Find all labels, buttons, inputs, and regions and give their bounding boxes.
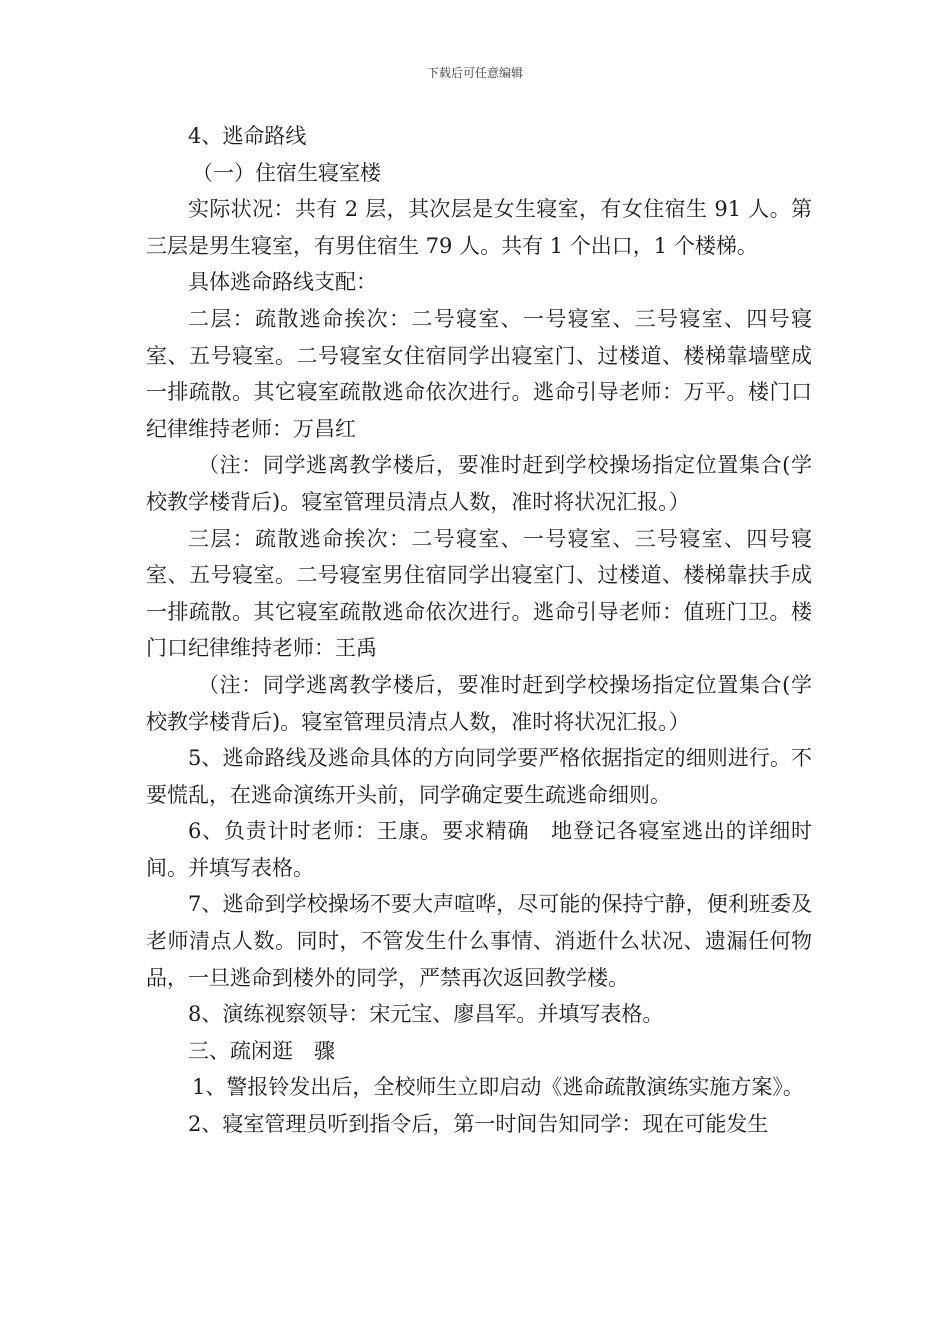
document-body xyxy=(146,118,812,1143)
page-header: 下载后可任意编辑 xyxy=(426,66,523,80)
paragraph: 8、演练视察领导：宋元宝、廖昌军。并填写表格。 xyxy=(188,1002,664,1027)
paragraph: （注：同学逃离教学楼后，要准时赶到学校操场指定位置集合(学校教学楼背后)。寝室管理员清点人数，准时将状况汇报。） xyxy=(146,453,812,514)
paragraph: 4、逃命路线 xyxy=(188,124,307,148)
paragraph: 实际状况：共有 2 层，其次层是女生寝室，有女住宿生 91 人。第三层是男生寝室，有男住宿生 79 人。共有 1 个出口，1 个楼梯。 xyxy=(146,197,812,258)
paragraph: （一）住宿生寝室楼 xyxy=(192,160,381,185)
paragraph: 具体逃命路线支配： xyxy=(188,270,377,295)
paragraph: 三层：疏散逃命挨次：二号寝室、一号寝室、三号寝室、四号寝室、五号寝室。二号寝室男住宿同学出寝室门、过楼道、楼梯靠扶手成一排疏散。其它寝室疏散逃命依次进行。逃命引导老师：值班门卫。楼门口纪律维持老师：王禹 xyxy=(146,526,812,661)
paragraph: 1、警报铃发出后，全校师生立即启动《逃命疏散演练实施方案》。 xyxy=(192,1075,804,1100)
paragraph: 2、寝室管理员听到指令后，第一时间告知同学：现在可能发生 xyxy=(188,1112,769,1137)
paragraph: 二层：疏散逃命挨次：二号寝室、一号寝室、三号寝室、四号寝室、五号寝室。二号寝室女住宿同学出寝室门、过楼道、楼梯靠墙壁成一排疏散。其它寝室疏散逃命依次进行。逃命引导老师：万平。楼门口纪律维持老师：万昌红 xyxy=(146,306,812,441)
paragraph: 5、逃命路线及逃命具体的方向同学要严格依据指定的细则进行。不要慌乱，在逃命演练开头前，同学确定要生疏逃命细则。 xyxy=(146,746,812,807)
paragraph: 6、负责计时老师：王康。要求精确 地登记各寝室逃出的详细时间。并填写表格。 xyxy=(146,819,812,880)
paragraph: 三、疏闲逛 骤 xyxy=(188,1038,335,1063)
paragraph: （注：同学逃离教学楼后，要准时赶到学校操场指定位置集合(学校教学楼背后)。寝室管理员清点人数，准时将状况汇报。） xyxy=(146,672,812,734)
paragraph: 7、逃命到学校操场不要大声喧哗，尽可能的保持宁静，便利班委及老师清点人数。同时，不管发生什么事情、消逝什么状况、遗漏任何物品，一旦逃命到楼外的同学，严禁再次返回教学楼。 xyxy=(146,892,812,990)
